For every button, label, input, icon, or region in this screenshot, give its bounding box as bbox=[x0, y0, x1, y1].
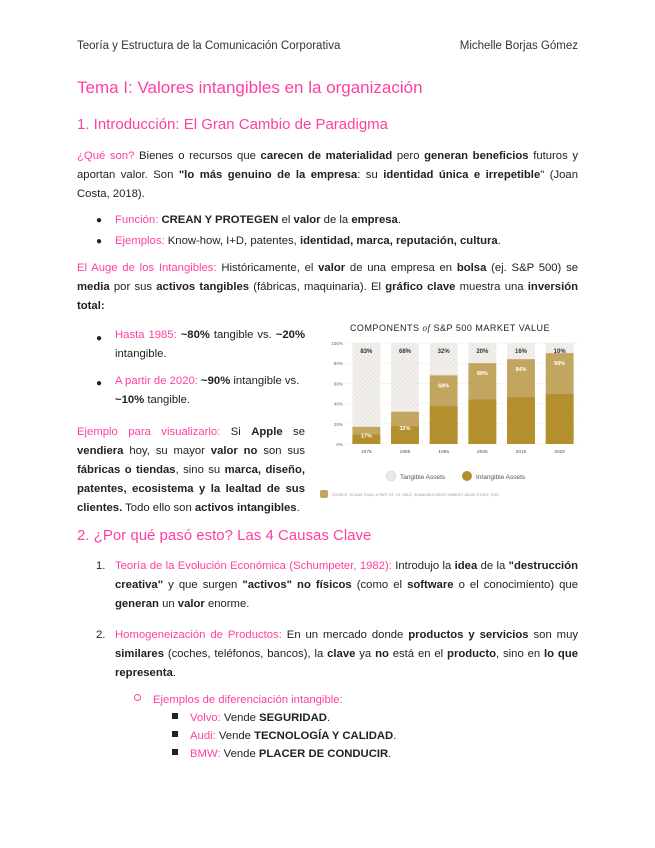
label: Ejemplo para visualizarlo: bbox=[77, 426, 221, 438]
bold: ~90% bbox=[201, 375, 231, 387]
x-tick-label: 1995 bbox=[438, 450, 450, 455]
bullet-2020 bbox=[115, 372, 305, 410]
text: . bbox=[172, 667, 176, 679]
bold: marca, diseño, patentes, ecosistema y la lealtad de sus clientes. bbox=[77, 464, 305, 514]
apple-paragraph bbox=[77, 423, 305, 518]
bar-label-intangible: 17% bbox=[360, 433, 372, 440]
y-tick-label: 80% bbox=[333, 361, 343, 367]
bold: valor bbox=[293, 214, 321, 226]
bar-intangible-shade bbox=[468, 400, 496, 444]
text: hoy, su mayor bbox=[123, 445, 211, 457]
bold: media bbox=[77, 281, 110, 293]
bold: idea bbox=[454, 560, 478, 572]
bar-intangible-shade bbox=[546, 394, 574, 444]
bold: gráfico clave bbox=[385, 281, 456, 293]
bold: productos y servicios bbox=[408, 629, 529, 641]
legend-swatch-tangible bbox=[386, 471, 396, 481]
bullet-dot: ● bbox=[96, 236, 103, 247]
text: En un mercado donde bbox=[281, 629, 409, 641]
label: Hasta 1985: bbox=[115, 329, 177, 341]
bold: Apple bbox=[251, 426, 283, 438]
bar-label-tangible: 83% bbox=[360, 349, 373, 355]
text: . bbox=[397, 214, 401, 226]
bar-label-tangible: 16% bbox=[514, 349, 528, 355]
text: ya bbox=[355, 648, 376, 660]
bold: "lo más genuino de la empresa bbox=[178, 169, 358, 181]
text: son sus bbox=[257, 445, 305, 457]
bold: empresa bbox=[351, 214, 398, 226]
text: de la bbox=[477, 560, 509, 572]
bar-label-intangible: 90% bbox=[554, 361, 566, 368]
bold: lo que representa bbox=[115, 648, 579, 679]
text: el bbox=[278, 214, 294, 226]
square-bullet-icon bbox=[172, 713, 178, 719]
chart-title-of: of bbox=[422, 323, 431, 333]
bold: ~80% bbox=[180, 329, 210, 341]
text: Históricamente, el bbox=[216, 262, 319, 274]
chart-legend bbox=[386, 471, 526, 481]
bold: identidad única e irrepetible bbox=[383, 169, 541, 181]
text: : su bbox=[357, 169, 384, 181]
bold: ~10% bbox=[115, 394, 145, 406]
bold: "activos" no físicos bbox=[242, 579, 352, 591]
y-tick-label: 40% bbox=[333, 401, 343, 407]
bold: TECNOLOGÍA Y CALIDAD bbox=[254, 730, 394, 742]
definition-paragraph bbox=[77, 147, 578, 204]
text: Si bbox=[220, 426, 252, 438]
bold: SEGURIDAD bbox=[259, 712, 327, 724]
text: Know-how, I+D, patentes, bbox=[164, 235, 300, 247]
bold: PLACER DE CONDUCIR bbox=[258, 748, 389, 760]
bullet-dot: ● bbox=[96, 378, 103, 389]
bold: vendiera bbox=[77, 445, 124, 457]
header-course: Teoría y Estructura de la Comunicación Corporativa bbox=[77, 40, 341, 52]
text: pero bbox=[392, 150, 425, 162]
brand-name: Audi: bbox=[190, 730, 216, 742]
y-tick-label: 60% bbox=[333, 381, 343, 387]
bullet-dot: ● bbox=[96, 333, 103, 344]
x-tick-label: 2005 bbox=[476, 450, 488, 455]
bold: ~20% bbox=[275, 329, 305, 341]
bold: "destrucción creativa" bbox=[115, 560, 578, 591]
text: enorme. bbox=[204, 598, 250, 610]
header-author: Michelle Borjas Gómez bbox=[459, 40, 578, 52]
legend-label-intangible: Intangible Assets bbox=[476, 474, 526, 481]
label: Ejemplos: bbox=[115, 235, 165, 247]
text: . bbox=[497, 235, 501, 247]
sub-list-heading bbox=[134, 691, 343, 710]
text: o el conocimiento) que bbox=[453, 579, 579, 591]
square-bullet-icon bbox=[172, 749, 178, 755]
section1-heading: 1. Introducción: El Gran Cambio de Paradigma bbox=[77, 116, 388, 133]
auge-paragraph bbox=[77, 259, 578, 316]
text: , sino su bbox=[175, 464, 225, 476]
bold: software bbox=[407, 579, 454, 591]
text: de la bbox=[320, 214, 352, 226]
bold: generan bbox=[115, 598, 159, 610]
bar-label-intangible: 68% bbox=[438, 383, 450, 390]
bold: fábricas o tiendas bbox=[77, 464, 176, 476]
chart-title-pre: COMPONENTS bbox=[349, 323, 420, 333]
cause-1 bbox=[115, 557, 578, 614]
cause-2 bbox=[115, 626, 578, 683]
label: A partir de 2020: bbox=[115, 375, 198, 387]
bar-label-intangible: 84% bbox=[515, 367, 527, 374]
source-logo-icon bbox=[320, 490, 328, 498]
sp500-components-chart bbox=[317, 316, 583, 504]
brand-name: BMW: bbox=[190, 748, 221, 760]
text: Todo ello son bbox=[122, 502, 195, 514]
bold: valor bbox=[177, 598, 205, 610]
bullet-funcion bbox=[115, 211, 401, 230]
list-number: 1. bbox=[96, 560, 106, 572]
q-label: ¿Qué son? bbox=[77, 150, 135, 162]
text: son muy bbox=[528, 629, 578, 641]
bar-label-tangible: 20% bbox=[476, 349, 489, 355]
text: se bbox=[282, 426, 305, 438]
text: por sus bbox=[109, 281, 157, 293]
text: está en el bbox=[388, 648, 448, 660]
bar-tangible bbox=[352, 343, 380, 427]
label: Teoría de la Evolución Económica (Schumpeter, 1982): bbox=[115, 560, 392, 572]
text: (como el bbox=[351, 579, 408, 591]
chart-source: SOURCE: OCEAN TOMO, A PART OF J.S. HELD, INTANGIBLE ASSET MARKET VALUE STUDY, 2020 bbox=[332, 493, 499, 497]
bold: generan beneficios bbox=[424, 150, 529, 162]
x-tick-label: 1985 bbox=[399, 450, 411, 455]
x-tick-label: 2020 bbox=[554, 450, 566, 455]
text: futuros y aportan valor. Son bbox=[77, 150, 579, 181]
text: . bbox=[388, 748, 392, 760]
text: (fábricas, maquinaria). El bbox=[249, 281, 386, 293]
bold: bolsa bbox=[456, 262, 487, 274]
bold: carecen de materialidad bbox=[260, 150, 393, 162]
text: . bbox=[296, 502, 300, 514]
text: tangible. bbox=[144, 394, 191, 406]
bold: activos tangibles bbox=[156, 281, 250, 293]
text: un bbox=[158, 598, 178, 610]
bar-label-tangible: 10% bbox=[553, 349, 566, 355]
section2-heading: 2. ¿Por qué pasó esto? Las 4 Causas Clave bbox=[77, 527, 372, 544]
brand-item bbox=[172, 727, 396, 746]
text: intangible. bbox=[115, 348, 167, 360]
text: y que surgen bbox=[163, 579, 243, 591]
y-tick-label: 100% bbox=[331, 341, 343, 346]
square-bullet-icon bbox=[172, 731, 178, 737]
bold: producto bbox=[447, 648, 496, 660]
page-title: Tema I: Valores intangibles en la organización bbox=[77, 78, 423, 97]
bold: clave bbox=[327, 648, 356, 660]
label: Ejemplos de diferenciación intangible: bbox=[153, 694, 343, 706]
x-tick-label: 2015 bbox=[515, 450, 527, 455]
bold: inversión total: bbox=[77, 281, 579, 312]
text: intangible vs. bbox=[230, 375, 300, 387]
text: " (Joan Costa, 2018). bbox=[77, 169, 578, 200]
text: muestra una bbox=[455, 281, 528, 293]
label: Homogeneización de Productos: bbox=[115, 629, 282, 641]
text: (ej. S&P 500) se bbox=[486, 262, 578, 274]
chart-title-post: S&P 500 MARKET VALUE bbox=[433, 323, 551, 333]
text: Vende bbox=[215, 730, 255, 742]
bar-tangible bbox=[430, 343, 458, 375]
bullet-dot: ● bbox=[96, 215, 103, 226]
label: Función: bbox=[115, 214, 159, 226]
brand-item bbox=[172, 709, 330, 728]
text: (coches, teléfonos, bancos), la bbox=[164, 648, 328, 660]
bar-label-tangible: 68% bbox=[398, 349, 412, 355]
label: El Auge de los Intangibles: bbox=[77, 262, 217, 274]
y-tick-label: 0% bbox=[336, 442, 343, 447]
bar-label-intangible: 80% bbox=[476, 371, 488, 378]
brand-name: Volvo: bbox=[190, 712, 221, 724]
text: , sino en bbox=[496, 648, 545, 660]
bar-label-intangible: 32% bbox=[399, 425, 411, 432]
circle-bullet-icon bbox=[134, 694, 141, 701]
bullet-ejemplos bbox=[115, 232, 501, 251]
bold: CREAN Y PROTEGEN bbox=[161, 214, 279, 226]
text: de una empresa en bbox=[345, 262, 457, 274]
text: tangible vs. bbox=[209, 329, 276, 341]
bold: similares bbox=[115, 648, 164, 660]
chart-title bbox=[350, 323, 550, 333]
bold: activos intangibles bbox=[194, 502, 297, 514]
text: Vende bbox=[220, 712, 260, 724]
bold: valor bbox=[318, 262, 346, 274]
x-tick-label: 1975 bbox=[360, 450, 372, 455]
brand-item bbox=[172, 745, 391, 764]
bold: identidad, marca, reputación, cultura bbox=[299, 235, 498, 247]
text: Introdujo la bbox=[391, 560, 455, 572]
list-number: 2. bbox=[96, 629, 106, 641]
bold: no bbox=[375, 648, 389, 660]
text: . bbox=[393, 730, 397, 742]
text: Vende bbox=[220, 748, 259, 760]
bold: valor no bbox=[210, 445, 258, 457]
legend-label-tangible: Tangible Assets bbox=[400, 474, 446, 481]
text: . bbox=[326, 712, 331, 724]
bar-intangible-shade bbox=[507, 397, 535, 444]
bar-intangible-shade bbox=[430, 406, 458, 444]
legend-swatch-intangible bbox=[462, 471, 472, 481]
bar-label-tangible: 32% bbox=[437, 349, 450, 355]
bullet-1985 bbox=[115, 326, 305, 364]
y-tick-label: 20% bbox=[333, 421, 343, 427]
text: Bienes o recursos que bbox=[134, 150, 261, 162]
